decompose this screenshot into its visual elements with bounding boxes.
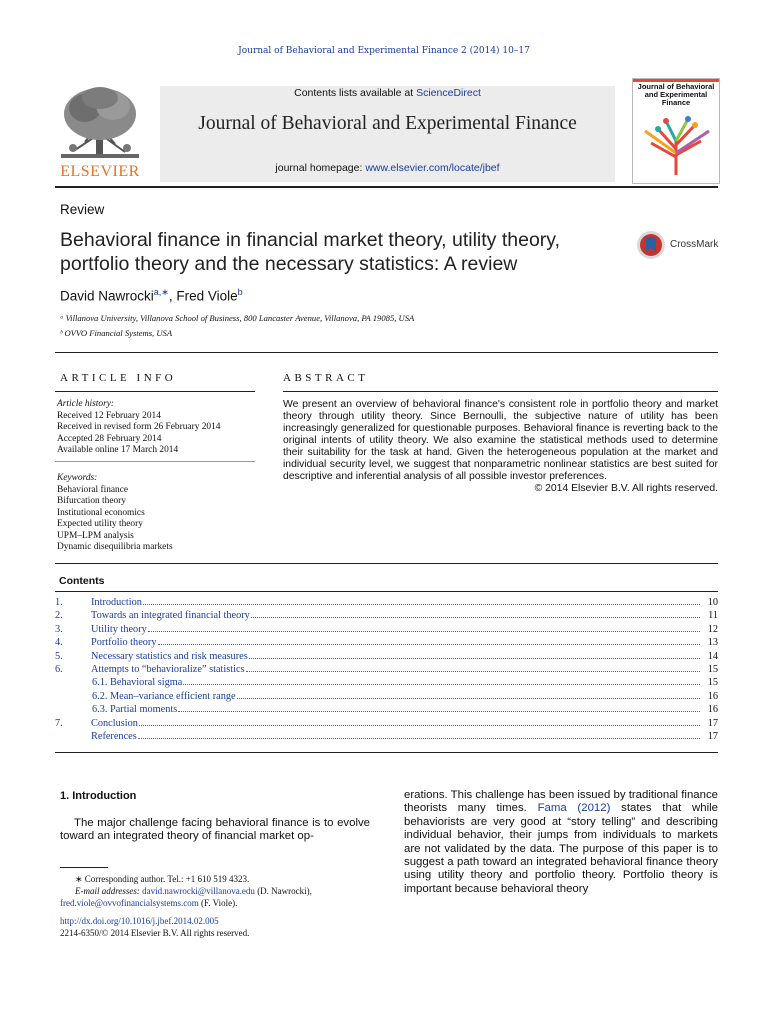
history-label: Article history: (57, 399, 115, 409)
toc-leader (178, 711, 700, 712)
elsevier-tree-icon (55, 84, 145, 164)
email-line (60, 897, 380, 909)
toc-link[interactable]: Utility theory (91, 623, 147, 635)
body-paragraph-continued (404, 789, 718, 896)
corresponding-author-note: ∗ Corresponding author. Tel.: +1 610 519 4323. (75, 874, 250, 884)
body-text: erations. This challenge has been issued by traditional finance theorists many times. (404, 789, 718, 815)
toc-page: 13 (707, 637, 718, 649)
toc-link[interactable]: Partial moments (110, 704, 178, 716)
toc-page: 14 (707, 650, 718, 662)
toc-leader (158, 644, 701, 645)
toc-leader (148, 631, 700, 632)
abstract-copyright: © 2014 Elsevier B.V. All rights reserved. (534, 483, 718, 494)
toc-entry[interactable] (55, 704, 718, 717)
toc-page: 12 (707, 623, 718, 635)
author-affiliation-mark[interactable]: b (237, 287, 243, 297)
toc-leader (183, 684, 700, 685)
toc-number: 7. (55, 717, 63, 729)
toc-link[interactable]: Attempts to “behavioralize” statistics (91, 663, 245, 675)
contents-prefix: Contents lists available at (294, 87, 417, 99)
issn-line: 2214-6350/© 2014 Elsevier B.V. All rights reserved. (60, 928, 250, 938)
affiliation: ᵃ Villanova University, Villanova School of Business, 800 Lancaster Avenue, Villanova, PA 19085, USA (60, 313, 415, 323)
contents-heading: Contents (59, 575, 105, 587)
section-heading: 1. Introduction (60, 790, 137, 802)
toc-page: 10 (707, 597, 718, 608)
journal-homepage (160, 162, 615, 174)
toc-page: 17 (707, 730, 718, 742)
toc-page: 17 (707, 717, 718, 729)
keyword: Institutional economics (57, 507, 145, 518)
toc-entry[interactable] (55, 664, 718, 677)
crossmark-badge[interactable] (636, 230, 722, 260)
article-title: Behavioral finance in financial market theory, utility theory, portfolio theory and the necessary statistics: A review (60, 229, 561, 275)
toc-leader (143, 604, 700, 605)
toc-number: 6. (55, 663, 63, 675)
abstract-text: We present an overview of behavioral finance's consistent role in portfolio theory and market theory through utility theory. Since Bernoulli, the subjective nature of utility has been increasingly generalized for questionable purposes. Behavioral finance is reverting back to the original intents of utility theory. We also examine the statistical methods used to determine their suitability for the task at hand. Given the heterogeneous population at the market and individual security level, we suggest that nonparametric nonlinear statistics are best suited for descriptive and inferential analysis of all possible investor preferences. (283, 399, 718, 482)
affiliation: ᵇ OVVO Financial Systems, USA (60, 328, 173, 338)
crossmark-icon (636, 230, 666, 260)
toc-link[interactable]: Introduction (91, 597, 142, 608)
toc-leader (237, 698, 700, 699)
toc-number: 5. (55, 650, 63, 662)
article-info-heading: ARTICLE INFO (60, 372, 177, 384)
body-text: states that while behaviorists are very good at “story telling” and describing individual behavior, their jumps from individuals to markets are not validated by the data. The purpose of this paper is to suggest a path toward an integrated behavioral finance theory using utility theory and portfolio theory. Portfolio theory is important because behavioral theory (404, 802, 718, 895)
toc-page: 11 (708, 610, 718, 622)
toc-leader (138, 738, 700, 739)
abstract-heading: ABSTRACT (283, 372, 369, 384)
history-item: Available online 17 March 2014 (57, 445, 179, 455)
toc-number: 4. (55, 637, 63, 649)
toc-entry[interactable] (55, 610, 718, 623)
toc-entry[interactable] (55, 597, 718, 610)
toc-link[interactable]: Conclusion (91, 717, 138, 729)
toc-number: 3. (55, 623, 63, 635)
divider (55, 391, 255, 392)
toc-page: 16 (707, 704, 718, 716)
journal-citation-link[interactable]: Journal of Behavioral and Experimental Finance 2 (2014) 10–17 (238, 46, 530, 56)
toc-link[interactable]: Mean–variance efficient range (110, 690, 236, 702)
keyword: Expected utility theory (57, 519, 143, 529)
toc-leader (249, 658, 700, 659)
footnotes (60, 873, 380, 939)
divider (283, 391, 718, 392)
homepage-prefix: journal homepage: (275, 162, 366, 174)
article-type: Review (60, 202, 105, 217)
toc-link[interactable]: Towards an integrated financial theory (91, 610, 250, 622)
crossmark-label: CrossMark (670, 239, 719, 250)
author-separator: , (168, 288, 177, 304)
toc-entry[interactable] (55, 677, 718, 690)
email-line (60, 885, 380, 897)
body-paragraph: The major challenge facing behavioral finance is to evolve toward an integrated theory of financial market op- (60, 817, 370, 843)
journal-citation (0, 46, 768, 56)
toc-link[interactable]: Necessary statistics and risk measures (91, 650, 248, 662)
doi-link[interactable]: http://dx.doi.org/10.1016/j.jbef.2014.02.005 (60, 916, 219, 926)
divider (55, 563, 718, 564)
toc-leader (246, 671, 700, 672)
sciencedirect-link[interactable]: ScienceDirect (416, 87, 481, 99)
keyword: Bifurcation theory (57, 496, 126, 506)
cover-art-icon (633, 79, 719, 183)
homepage-link[interactable]: www.elsevier.com/locate/jbef (365, 162, 500, 174)
author-name: Fred Viole (176, 288, 238, 304)
history-item: Received 12 February 2014 (57, 410, 161, 421)
abstract-body (283, 399, 718, 495)
toc-link[interactable]: Behavioral sigma (110, 677, 183, 689)
header-divider (55, 186, 718, 188)
contents-available (160, 87, 615, 99)
toc-number: 6.1. (92, 677, 108, 689)
toc-entry[interactable] (55, 637, 718, 650)
toc-number: 2. (55, 610, 63, 622)
toc-entry[interactable] (55, 731, 718, 744)
keywords (57, 473, 257, 554)
journal-title: Journal of Behavioral and Experimental Finance (198, 113, 577, 134)
keyword: Dynamic disequilibria markets (57, 542, 173, 552)
toc-leader (251, 617, 700, 618)
email-owner: (F. Viole). (198, 898, 238, 908)
journal-cover[interactable] (632, 78, 720, 184)
cover-title: Journal of Behavioral and Experimental Finance (637, 82, 715, 107)
toc-page: 15 (707, 677, 718, 689)
toc-entry[interactable] (55, 718, 718, 731)
divider (55, 591, 718, 592)
email-owner: (D. Nawrocki), (254, 886, 312, 896)
article-history (57, 399, 257, 457)
keyword: UPM–LPM analysis (57, 530, 134, 541)
keywords-label: Keywords: (57, 473, 98, 483)
toc-number: 6.2. (92, 690, 108, 702)
divider (55, 461, 255, 462)
divider (55, 352, 718, 353)
toc-entry[interactable] (55, 691, 718, 704)
footnote-divider (60, 867, 108, 868)
toc-page: 16 (707, 690, 718, 702)
keyword: Behavioral finance (57, 484, 129, 495)
toc-number: 6.3. (92, 704, 108, 716)
journal-header-box (160, 86, 615, 182)
elsevier-wordmark: ELSEVIER (60, 163, 140, 180)
toc-entry[interactable] (55, 624, 718, 637)
email-link[interactable]: fred.viole@ovvofinancialsystems.com (60, 898, 199, 908)
toc-leader (139, 725, 700, 726)
table-of-contents (55, 597, 718, 744)
author-name: David Nawrocki (60, 288, 154, 304)
divider (55, 752, 718, 753)
toc-entry[interactable] (55, 651, 718, 664)
author-list (60, 287, 243, 304)
toc-number: 1. (55, 597, 63, 608)
toc-link[interactable]: Portfolio theory (91, 637, 157, 649)
toc-page: 15 (707, 663, 718, 675)
history-item: Received in revised form 26 February 2014 (57, 422, 221, 432)
citation-link[interactable]: Fama (2012) (537, 802, 611, 815)
email-link[interactable]: david.nawrocki@villanova.edu (142, 886, 255, 896)
history-item: Accepted 28 February 2014 (57, 433, 162, 444)
toc-link[interactable]: References (91, 730, 137, 742)
email-label: E-mail addresses: (75, 886, 143, 896)
author-affiliation-mark[interactable]: a,∗ (153, 287, 169, 297)
